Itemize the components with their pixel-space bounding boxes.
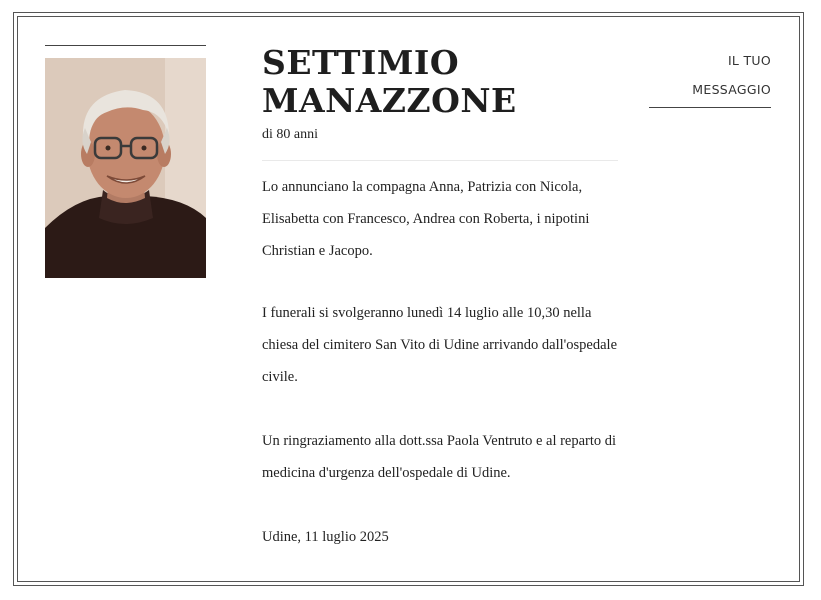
your-message-link[interactable] (649, 46, 771, 104)
photo-top-rule (45, 45, 206, 46)
header-divider (262, 160, 618, 161)
your-message-line-1: IL TUO (727, 53, 771, 68)
deceased-age: di 80 anni (262, 127, 318, 142)
portrait-illustration (45, 58, 206, 278)
funeral-paragraph: I funerali si svolgeranno lunedì 14 luglio alle 10,30 nella chiesa del cimitero San Vito di Udine arrivando dall'ospedale civile. (262, 305, 618, 385)
deceased-name: SETTIMIO MANAZZONE (262, 43, 517, 120)
portrait-photo (45, 58, 206, 278)
thanks-paragraph: Un ringraziamento alla dott.ssa Paola Ventruto e al reparto di medicina d'urgenza dell'ospedale di Udine. (262, 433, 617, 481)
place-date: Udine, 11 luglio 2025 (262, 529, 389, 545)
announcement-paragraph: Lo annunciano la compagna Anna, Patrizia con Nicola, Elisabetta con Francesco, Andrea con Roberta, i nipotini Christian e Jacopo. (262, 179, 590, 259)
your-message-line-2: MESSAGGIO (692, 82, 771, 97)
message-link-rule (649, 107, 771, 108)
